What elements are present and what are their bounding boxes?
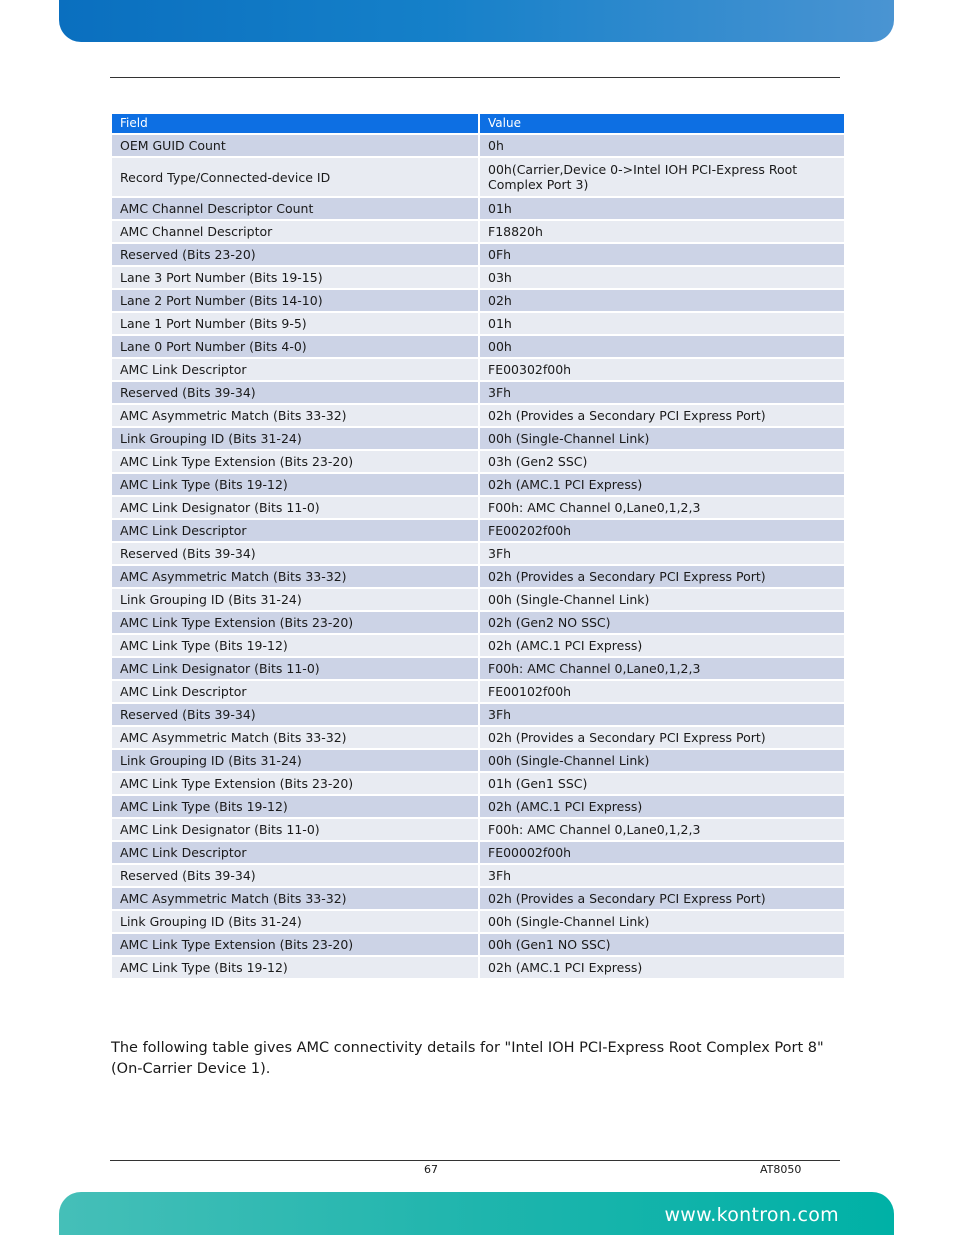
value-cell: F00h: AMC Channel 0,Lane0,1,2,3 — [478, 497, 844, 518]
field-cell: AMC Link Descriptor — [112, 681, 478, 702]
field-cell: AMC Asymmetric Match (Bits 33-32) — [112, 888, 478, 909]
amc-connectivity-table — [112, 112, 844, 980]
table-row — [112, 658, 844, 679]
field-cell: Link Grouping ID (Bits 31-24) — [112, 911, 478, 932]
field-cell: Reserved (Bits 39-34) — [112, 704, 478, 725]
table-row — [112, 589, 844, 610]
table-row — [112, 382, 844, 403]
field-cell: AMC Link Type Extension (Bits 23-20) — [112, 451, 478, 472]
table-row — [112, 819, 844, 840]
value-cell: FE00002f00h — [478, 842, 844, 863]
field-cell: AMC Link Designator (Bits 11-0) — [112, 497, 478, 518]
table-row — [112, 934, 844, 955]
document-id: AT8050 — [760, 1163, 802, 1176]
value-cell: 3Fh — [478, 704, 844, 725]
field-cell: Record Type/Connected-device ID — [112, 158, 478, 196]
value-cell: 01h (Gen1 SSC) — [478, 773, 844, 794]
field-cell: AMC Channel Descriptor — [112, 221, 478, 242]
value-cell: F18820h — [478, 221, 844, 242]
field-cell: AMC Asymmetric Match (Bits 33-32) — [112, 727, 478, 748]
value-cell: 03h (Gen2 SSC) — [478, 451, 844, 472]
table-row — [112, 911, 844, 932]
table-row — [112, 313, 844, 334]
value-cell: 3Fh — [478, 382, 844, 403]
table-row — [112, 681, 844, 702]
field-cell: Link Grouping ID (Bits 31-24) — [112, 428, 478, 449]
value-cell: 00h(Carrier,Device 0->Intel IOH PCI-Express Root Complex Port 3) — [478, 158, 844, 196]
field-cell: AMC Asymmetric Match (Bits 33-32) — [112, 566, 478, 587]
field-cell: AMC Link Type Extension (Bits 23-20) — [112, 773, 478, 794]
value-cell: 03h — [478, 267, 844, 288]
table-row — [112, 704, 844, 725]
value-cell: 02h (AMC.1 PCI Express) — [478, 957, 844, 978]
header-rule — [110, 77, 840, 78]
value-cell: F00h: AMC Channel 0,Lane0,1,2,3 — [478, 658, 844, 679]
table-row — [112, 428, 844, 449]
column-header-field: Field — [112, 114, 478, 133]
table-row — [112, 135, 844, 156]
field-cell: Lane 2 Port Number (Bits 14-10) — [112, 290, 478, 311]
value-cell: 02h (AMC.1 PCI Express) — [478, 635, 844, 656]
value-cell: 02h (Provides a Secondary PCI Express Port) — [478, 888, 844, 909]
table-row — [112, 359, 844, 380]
value-cell: 02h (Provides a Secondary PCI Express Port) — [478, 405, 844, 426]
value-cell: 02h — [478, 290, 844, 311]
value-cell: 3Fh — [478, 865, 844, 886]
table-row — [112, 405, 844, 426]
field-cell: Reserved (Bits 39-34) — [112, 382, 478, 403]
field-cell: Reserved (Bits 23-20) — [112, 244, 478, 265]
table-row — [112, 566, 844, 587]
value-cell: 0h — [478, 135, 844, 156]
top-banner — [59, 0, 894, 42]
page-number: 67 — [424, 1163, 438, 1176]
value-cell: 02h (AMC.1 PCI Express) — [478, 796, 844, 817]
table-row — [112, 796, 844, 817]
field-cell: OEM GUID Count — [112, 135, 478, 156]
table-row — [112, 497, 844, 518]
field-cell: Lane 0 Port Number (Bits 4-0) — [112, 336, 478, 357]
value-cell: 02h (Gen2 NO SSC) — [478, 612, 844, 633]
value-cell: 02h (Provides a Secondary PCI Express Port) — [478, 566, 844, 587]
value-cell: 02h (Provides a Secondary PCI Express Port) — [478, 727, 844, 748]
value-cell: 0Fh — [478, 244, 844, 265]
table-row — [112, 451, 844, 472]
table-row — [112, 520, 844, 541]
value-cell: FE00202f00h — [478, 520, 844, 541]
value-cell: 00h (Single-Channel Link) — [478, 750, 844, 771]
value-cell: 02h (AMC.1 PCI Express) — [478, 474, 844, 495]
field-cell: AMC Link Type (Bits 19-12) — [112, 796, 478, 817]
table-row — [112, 865, 844, 886]
field-cell: AMC Link Descriptor — [112, 359, 478, 380]
table-row — [112, 290, 844, 311]
field-cell: Reserved (Bits 39-34) — [112, 865, 478, 886]
field-cell: AMC Link Designator (Bits 11-0) — [112, 819, 478, 840]
table-header-row — [112, 114, 844, 133]
value-cell: F00h: AMC Channel 0,Lane0,1,2,3 — [478, 819, 844, 840]
column-header-value: Value — [478, 114, 844, 133]
field-cell: AMC Link Type (Bits 19-12) — [112, 474, 478, 495]
value-cell: 00h (Single-Channel Link) — [478, 428, 844, 449]
value-cell: 00h (Single-Channel Link) — [478, 589, 844, 610]
field-cell: AMC Link Descriptor — [112, 520, 478, 541]
field-cell: Link Grouping ID (Bits 31-24) — [112, 750, 478, 771]
field-cell: AMC Channel Descriptor Count — [112, 198, 478, 219]
value-cell: 00h (Single-Channel Link) — [478, 911, 844, 932]
table-row — [112, 727, 844, 748]
field-cell: AMC Link Type (Bits 19-12) — [112, 957, 478, 978]
table-row — [112, 750, 844, 771]
field-cell: AMC Link Type (Bits 19-12) — [112, 635, 478, 656]
table-body — [112, 135, 844, 978]
table-row — [112, 336, 844, 357]
website-link[interactable]: www.kontron.com — [664, 1204, 839, 1226]
field-cell: Lane 3 Port Number (Bits 19-15) — [112, 267, 478, 288]
table-row — [112, 244, 844, 265]
table-row — [112, 635, 844, 656]
value-cell: FE00302f00h — [478, 359, 844, 380]
field-cell: AMC Link Descriptor — [112, 842, 478, 863]
table-row — [112, 543, 844, 564]
table-row — [112, 888, 844, 909]
value-cell: 01h — [478, 198, 844, 219]
value-cell: 01h — [478, 313, 844, 334]
table-row — [112, 842, 844, 863]
field-cell: AMC Asymmetric Match (Bits 33-32) — [112, 405, 478, 426]
footer-rule — [110, 1160, 840, 1161]
field-cell: AMC Link Type Extension (Bits 23-20) — [112, 612, 478, 633]
body-paragraph: The following table gives AMC connectivity details for "Intel IOH PCI-Express Root Complex Port 8" (On-Carrier Device 1). — [111, 1040, 824, 1077]
field-cell: Reserved (Bits 39-34) — [112, 543, 478, 564]
field-cell: AMC Link Type Extension (Bits 23-20) — [112, 934, 478, 955]
field-cell: Link Grouping ID (Bits 31-24) — [112, 589, 478, 610]
table-row — [112, 267, 844, 288]
field-cell: Lane 1 Port Number (Bits 9-5) — [112, 313, 478, 334]
value-cell: 3Fh — [478, 543, 844, 564]
table-row — [112, 158, 844, 196]
table-row — [112, 474, 844, 495]
value-cell: 00h (Gen1 NO SSC) — [478, 934, 844, 955]
table-row — [112, 773, 844, 794]
value-cell: 00h — [478, 336, 844, 357]
bottom-banner — [59, 1192, 894, 1235]
table-row — [112, 198, 844, 219]
field-cell: AMC Link Designator (Bits 11-0) — [112, 658, 478, 679]
value-cell: FE00102f00h — [478, 681, 844, 702]
table-row — [112, 221, 844, 242]
table-row — [112, 612, 844, 633]
table-row — [112, 957, 844, 978]
